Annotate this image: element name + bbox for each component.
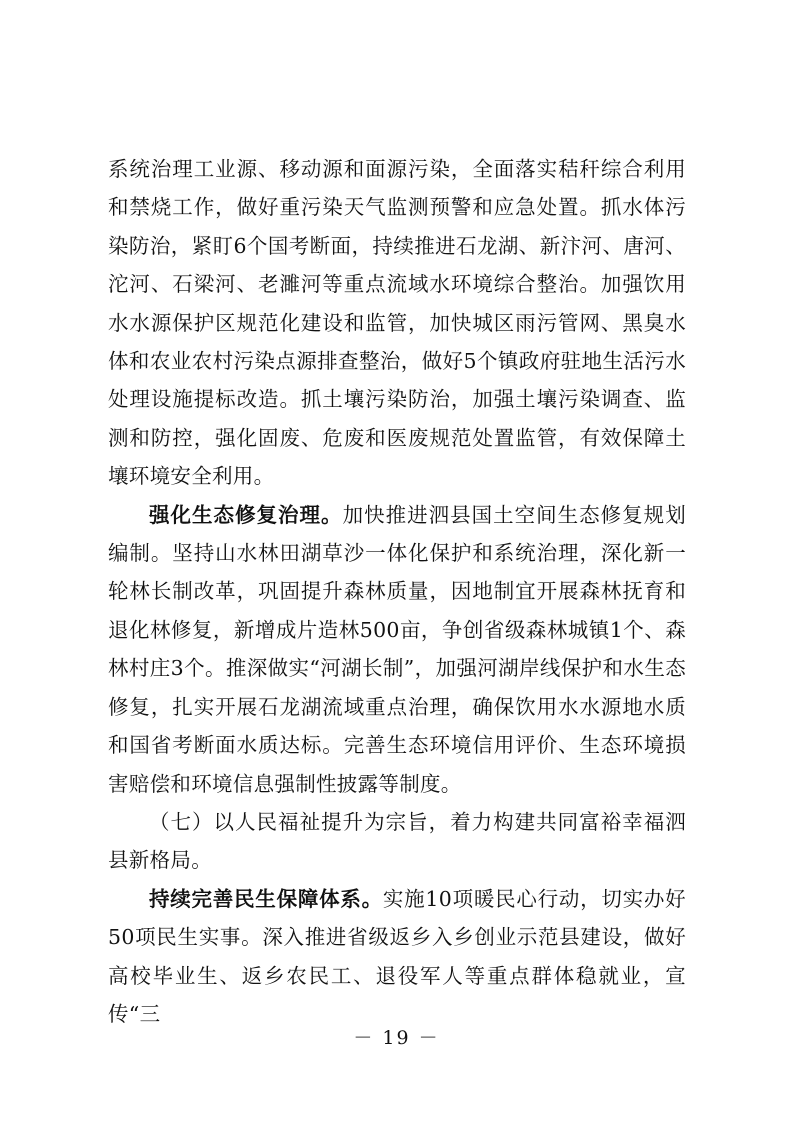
paragraph-pollution-control <box>108 150 686 496</box>
paragraph-livelihood-security <box>108 880 686 1034</box>
paragraph-heading: 强化生态修复治理。 <box>149 502 343 527</box>
paragraph-text: 实施10项暖民心行动，切实办好50项民生实事。深入推进省级返乡入乡创业示范县建设，做好高校毕业生、返乡农民工、退役军人等重点群体稳就业，宣传“三 <box>108 886 686 1026</box>
page-number: － 19 － <box>353 1027 440 1049</box>
paragraph-text: 加快推进泗县国土空间生态修复规划编制。坚持山水林田湖草沙一体化保护和系统治理，深化新一轮林长制改革，巩固提升森林质量，因地制宜开展森林抚育和退化林修复，新增成片造林500亩，争创省级森林城镇1个、森林村庄3个。推深做实“河湖长制”，加强河湖岸线保护和水生态修复，扎实开展石龙湖流域重点治理，确保饮用水水源地水质和国省考断面水质达标。完善生态环境信用评价、生态环境损害赔偿和环境信息强制性披露等制度。 <box>108 502 686 796</box>
paragraph-ecological-restoration <box>108 496 686 803</box>
paragraph-heading: 持续完善民生保障体系。 <box>149 886 383 911</box>
paragraph-text: 系统治理工业源、移动源和面源污染，全面落实秸秆综合利用和禁烧工作，做好重污染天气监测预警和应急处置。抓水体污染防治，紧盯6个国考断面，持续推进石龙湖、新汴河、唐河、沱河、石梁河、老濉河等重点流域水环境综合整治。加强饮用水水源保护区规范化建设和监管，加快城区雨污管网、黑臭水体和农业农村污染点源排查整治，做好5个镇政府驻地生活污水处理设施提标改造。抓土壤污染防治，加强土壤污染调查、监测和防控，强化固废、危废和医废规范处置监管，有效保障土壤环境安全利用。 <box>108 157 686 489</box>
paragraph-text: （七）以人民福祉提升为宗旨，着力构建共同富裕幸福泗县新格局。 <box>108 809 686 873</box>
body-text <box>108 150 686 1033</box>
section-heading-seven <box>108 803 686 880</box>
